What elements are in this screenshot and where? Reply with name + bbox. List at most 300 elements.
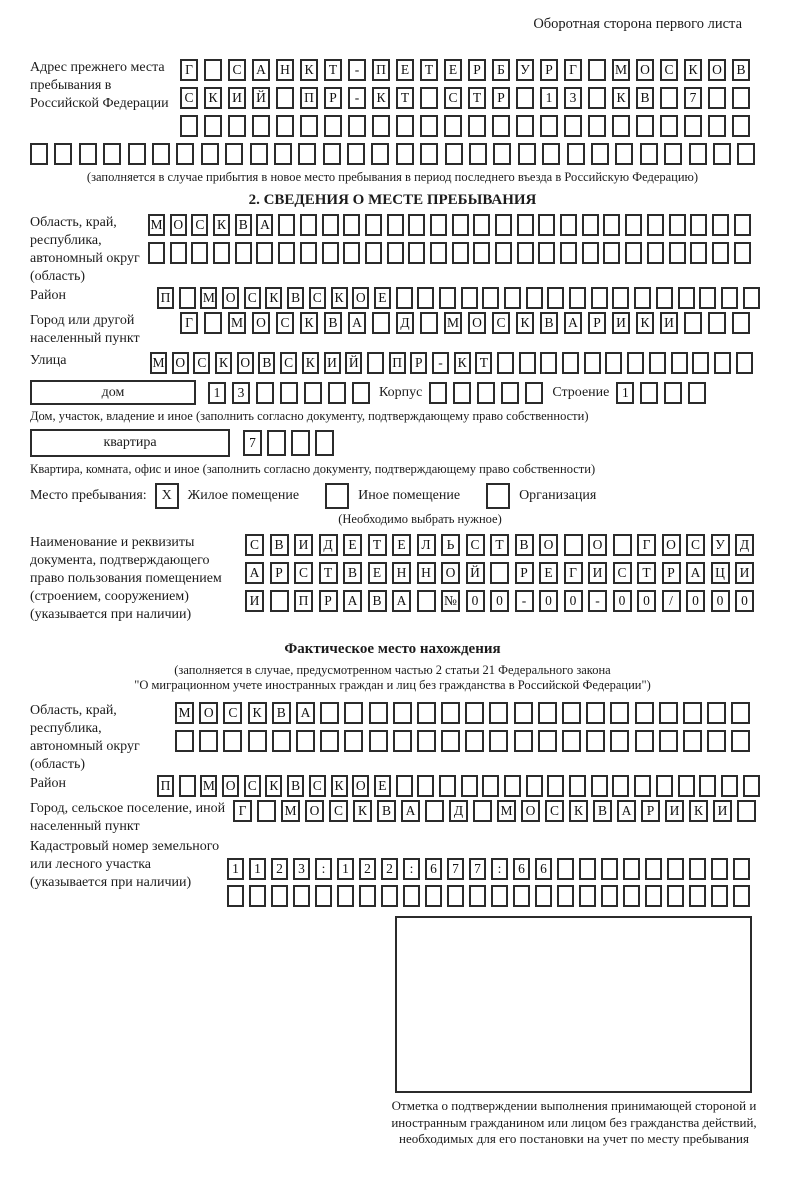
char-cell[interactable] [660, 115, 678, 137]
char-cell[interactable]: Н [417, 562, 436, 584]
char-cell[interactable] [562, 352, 579, 374]
char-cell[interactable]: Г [564, 59, 582, 81]
char-cell[interactable] [344, 730, 363, 752]
char-cell[interactable] [469, 885, 486, 907]
char-cell[interactable]: К [516, 312, 534, 334]
char-cell[interactable]: Д [449, 800, 468, 822]
char-cell[interactable] [408, 242, 425, 264]
char-cell[interactable]: Т [637, 562, 656, 584]
char-cell[interactable] [489, 702, 508, 724]
char-cell[interactable] [634, 775, 651, 797]
char-cell[interactable]: М [200, 775, 217, 797]
char-cell[interactable]: К [684, 59, 702, 81]
char-cell[interactable] [298, 143, 316, 165]
char-cell[interactable] [743, 287, 760, 309]
char-cell[interactable] [30, 143, 48, 165]
char-cell[interactable]: Е [374, 775, 391, 797]
char-cell[interactable]: О [305, 800, 324, 822]
char-cell[interactable] [737, 143, 755, 165]
char-cell[interactable]: 1 [337, 858, 354, 880]
char-cell[interactable]: Т [490, 534, 509, 556]
char-cell[interactable]: В [636, 87, 654, 109]
char-cell[interactable]: 3 [564, 87, 582, 109]
char-cell[interactable]: В [324, 312, 342, 334]
char-cell[interactable] [482, 775, 499, 797]
char-cell[interactable] [564, 534, 583, 556]
char-cell[interactable] [647, 242, 664, 264]
char-cell[interactable] [444, 115, 462, 137]
char-cell[interactable]: О [199, 702, 218, 724]
checkbox-other-premises[interactable] [325, 483, 349, 509]
char-cell[interactable]: 2 [359, 858, 376, 880]
char-cell[interactable] [429, 382, 447, 404]
char-cell[interactable] [248, 730, 267, 752]
char-cell[interactable] [645, 858, 662, 880]
char-cell[interactable] [473, 214, 490, 236]
char-cell[interactable]: Б [492, 59, 510, 81]
char-cell[interactable]: А [617, 800, 636, 822]
char-cell[interactable] [352, 382, 370, 404]
char-cell[interactable] [659, 730, 678, 752]
char-cell[interactable] [562, 702, 581, 724]
char-cell[interactable] [199, 730, 218, 752]
char-cell[interactable] [343, 242, 360, 264]
char-cell[interactable] [737, 800, 756, 822]
char-cell[interactable] [492, 115, 510, 137]
char-cell[interactable] [564, 115, 582, 137]
char-cell[interactable]: С [492, 312, 510, 334]
char-cell[interactable]: К [636, 312, 654, 334]
char-cell[interactable] [204, 115, 222, 137]
char-cell[interactable] [417, 775, 434, 797]
char-cell[interactable] [731, 702, 750, 724]
char-cell[interactable]: : [403, 858, 420, 880]
char-cell[interactable] [180, 115, 198, 137]
char-cell[interactable] [721, 775, 738, 797]
char-cell[interactable]: - [588, 590, 607, 612]
char-cell[interactable] [540, 115, 558, 137]
char-cell[interactable] [176, 143, 194, 165]
char-cell[interactable] [547, 287, 564, 309]
char-cell[interactable]: К [265, 287, 282, 309]
char-cell[interactable]: М [497, 800, 516, 822]
char-cell[interactable] [669, 214, 686, 236]
char-cell[interactable] [504, 775, 521, 797]
char-cell[interactable]: 1 [616, 382, 634, 404]
char-cell[interactable] [468, 115, 486, 137]
char-cell[interactable] [323, 143, 341, 165]
char-cell[interactable] [588, 87, 606, 109]
char-cell[interactable] [270, 590, 289, 612]
char-cell[interactable] [396, 287, 413, 309]
char-cell[interactable] [179, 287, 196, 309]
char-cell[interactable]: С [276, 312, 294, 334]
char-cell[interactable]: Р [319, 590, 338, 612]
char-cell[interactable]: 7 [469, 858, 486, 880]
char-cell[interactable]: О [588, 534, 607, 556]
char-cell[interactable]: К [204, 87, 222, 109]
char-cell[interactable] [601, 885, 618, 907]
char-cell[interactable] [490, 562, 509, 584]
char-cell[interactable] [582, 214, 599, 236]
char-cell[interactable] [348, 115, 366, 137]
char-cell[interactable] [584, 352, 601, 374]
char-cell[interactable] [152, 143, 170, 165]
char-cell[interactable]: О [636, 59, 654, 81]
char-cell[interactable] [678, 287, 695, 309]
char-cell[interactable] [365, 242, 382, 264]
char-cell[interactable] [516, 87, 534, 109]
char-cell[interactable]: С [223, 702, 242, 724]
char-cell[interactable]: - [515, 590, 534, 612]
char-cell[interactable] [495, 242, 512, 264]
char-cell[interactable]: Е [539, 562, 558, 584]
char-cell[interactable] [645, 885, 662, 907]
char-cell[interactable]: 7 [684, 87, 702, 109]
char-cell[interactable] [252, 115, 270, 137]
char-cell[interactable] [538, 730, 557, 752]
char-cell[interactable]: С [309, 775, 326, 797]
char-cell[interactable] [469, 143, 487, 165]
char-cell[interactable] [612, 775, 629, 797]
char-cell[interactable]: С [466, 534, 485, 556]
char-cell[interactable]: - [432, 352, 449, 374]
char-cell[interactable]: Т [475, 352, 492, 374]
char-cell[interactable] [347, 143, 365, 165]
char-cell[interactable] [699, 287, 716, 309]
char-cell[interactable] [278, 242, 295, 264]
char-cell[interactable]: Г [637, 534, 656, 556]
char-cell[interactable]: 2 [381, 858, 398, 880]
char-cell[interactable]: О [352, 287, 369, 309]
char-cell[interactable] [547, 775, 564, 797]
char-cell[interactable] [517, 242, 534, 264]
char-cell[interactable] [656, 287, 673, 309]
char-cell[interactable]: Р [410, 352, 427, 374]
char-cell[interactable]: 0 [539, 590, 558, 612]
char-cell[interactable] [689, 858, 706, 880]
char-cell[interactable]: Й [252, 87, 270, 109]
char-cell[interactable]: Т [420, 59, 438, 81]
char-cell[interactable]: И [588, 562, 607, 584]
char-cell[interactable] [175, 730, 194, 752]
char-cell[interactable] [605, 352, 622, 374]
char-cell[interactable] [579, 858, 596, 880]
char-cell[interactable] [439, 775, 456, 797]
char-cell[interactable] [514, 730, 533, 752]
char-cell[interactable]: И [612, 312, 630, 334]
char-cell[interactable] [560, 214, 577, 236]
char-cell[interactable] [588, 59, 606, 81]
char-cell[interactable]: И [324, 352, 341, 374]
char-cell[interactable] [396, 775, 413, 797]
char-cell[interactable] [591, 775, 608, 797]
char-cell[interactable] [420, 143, 438, 165]
char-cell[interactable] [344, 702, 363, 724]
char-cell[interactable] [635, 702, 654, 724]
char-cell[interactable]: В [732, 59, 750, 81]
char-cell[interactable] [300, 214, 317, 236]
char-cell[interactable] [711, 885, 728, 907]
char-cell[interactable]: 6 [425, 858, 442, 880]
char-cell[interactable] [473, 242, 490, 264]
char-cell[interactable] [272, 730, 291, 752]
char-cell[interactable]: С [244, 287, 261, 309]
char-cell[interactable] [271, 885, 288, 907]
char-cell[interactable]: 0 [564, 590, 583, 612]
char-cell[interactable] [276, 87, 294, 109]
char-cell[interactable]: И [713, 800, 732, 822]
char-cell[interactable] [743, 775, 760, 797]
char-cell[interactable] [495, 214, 512, 236]
char-cell[interactable] [731, 730, 750, 752]
char-cell[interactable] [640, 143, 658, 165]
char-cell[interactable]: К [302, 352, 319, 374]
char-cell[interactable] [591, 287, 608, 309]
char-cell[interactable] [627, 352, 644, 374]
char-cell[interactable]: : [315, 858, 332, 880]
char-cell[interactable]: О [352, 775, 369, 797]
char-cell[interactable] [315, 885, 332, 907]
char-cell[interactable] [664, 143, 682, 165]
char-cell[interactable]: П [157, 775, 174, 797]
char-cell[interactable] [359, 885, 376, 907]
char-cell[interactable]: Д [396, 312, 414, 334]
char-cell[interactable] [542, 143, 560, 165]
char-cell[interactable]: № [441, 590, 460, 612]
char-cell[interactable] [712, 242, 729, 264]
char-cell[interactable] [372, 115, 390, 137]
char-cell[interactable]: 0 [686, 590, 705, 612]
char-cell[interactable] [734, 242, 751, 264]
char-cell[interactable] [699, 775, 716, 797]
char-cell[interactable] [562, 730, 581, 752]
apartment-type-box[interactable]: квартира [30, 429, 230, 457]
char-cell[interactable]: О [539, 534, 558, 556]
char-cell[interactable] [707, 702, 726, 724]
char-cell[interactable]: Р [270, 562, 289, 584]
char-cell[interactable] [274, 143, 292, 165]
char-cell[interactable]: Й [466, 562, 485, 584]
char-cell[interactable]: - [348, 59, 366, 81]
char-cell[interactable] [579, 885, 596, 907]
char-cell[interactable]: О [468, 312, 486, 334]
char-cell[interactable]: В [270, 534, 289, 556]
char-cell[interactable]: 0 [490, 590, 509, 612]
char-cell[interactable]: А [252, 59, 270, 81]
char-cell[interactable]: Р [515, 562, 534, 584]
char-cell[interactable] [465, 730, 484, 752]
char-cell[interactable] [683, 702, 702, 724]
char-cell[interactable] [625, 214, 642, 236]
char-cell[interactable]: А [256, 214, 273, 236]
char-cell[interactable]: : [491, 858, 508, 880]
char-cell[interactable]: С [660, 59, 678, 81]
char-cell[interactable] [250, 143, 268, 165]
char-cell[interactable]: Е [392, 534, 411, 556]
char-cell[interactable]: О [252, 312, 270, 334]
char-cell[interactable] [300, 242, 317, 264]
char-cell[interactable] [636, 115, 654, 137]
char-cell[interactable] [501, 382, 519, 404]
char-cell[interactable]: А [343, 590, 362, 612]
char-cell[interactable] [526, 287, 543, 309]
char-cell[interactable] [707, 730, 726, 752]
char-cell[interactable]: К [213, 214, 230, 236]
char-cell[interactable]: Г [564, 562, 583, 584]
char-cell[interactable] [441, 730, 460, 752]
char-cell[interactable]: 6 [535, 858, 552, 880]
char-cell[interactable] [257, 800, 276, 822]
char-cell[interactable]: О [172, 352, 189, 374]
char-cell[interactable] [664, 382, 682, 404]
char-cell[interactable]: К [569, 800, 588, 822]
char-cell[interactable] [228, 115, 246, 137]
char-cell[interactable] [256, 242, 273, 264]
char-cell[interactable] [324, 115, 342, 137]
char-cell[interactable] [711, 858, 728, 880]
char-cell[interactable]: Е [396, 59, 414, 81]
char-cell[interactable] [586, 730, 605, 752]
char-cell[interactable] [396, 115, 414, 137]
char-cell[interactable]: 7 [447, 858, 464, 880]
char-cell[interactable] [447, 885, 464, 907]
char-cell[interactable] [293, 885, 310, 907]
char-cell[interactable] [396, 143, 414, 165]
char-cell[interactable] [603, 242, 620, 264]
char-cell[interactable] [477, 382, 495, 404]
char-cell[interactable] [519, 352, 536, 374]
char-cell[interactable] [690, 242, 707, 264]
char-cell[interactable] [420, 115, 438, 137]
char-cell[interactable]: 1 [249, 858, 266, 880]
char-cell[interactable]: В [235, 214, 252, 236]
char-cell[interactable]: М [200, 287, 217, 309]
char-cell[interactable] [79, 143, 97, 165]
char-cell[interactable] [689, 885, 706, 907]
char-cell[interactable] [381, 885, 398, 907]
char-cell[interactable]: И [228, 87, 246, 109]
char-cell[interactable] [204, 312, 222, 334]
char-cell[interactable] [225, 143, 243, 165]
char-cell[interactable]: И [294, 534, 313, 556]
char-cell[interactable] [689, 143, 707, 165]
char-cell[interactable] [148, 242, 165, 264]
char-cell[interactable]: Д [735, 534, 754, 556]
char-cell[interactable] [714, 352, 731, 374]
char-cell[interactable] [712, 214, 729, 236]
char-cell[interactable] [669, 242, 686, 264]
char-cell[interactable] [179, 775, 196, 797]
char-cell[interactable]: 3 [232, 382, 250, 404]
char-cell[interactable] [441, 702, 460, 724]
char-cell[interactable] [612, 287, 629, 309]
char-cell[interactable] [322, 214, 339, 236]
char-cell[interactable] [586, 702, 605, 724]
char-cell[interactable]: А [401, 800, 420, 822]
char-cell[interactable] [493, 143, 511, 165]
char-cell[interactable] [103, 143, 121, 165]
char-cell[interactable]: С [244, 775, 261, 797]
char-cell[interactable]: М [175, 702, 194, 724]
char-cell[interactable] [591, 143, 609, 165]
char-cell[interactable] [692, 352, 709, 374]
char-cell[interactable] [420, 87, 438, 109]
char-cell[interactable]: Р [540, 59, 558, 81]
checkbox-residential[interactable]: X [155, 483, 179, 509]
char-cell[interactable] [320, 730, 339, 752]
char-cell[interactable]: Р [662, 562, 681, 584]
char-cell[interactable]: О [708, 59, 726, 81]
char-cell[interactable] [256, 382, 274, 404]
char-cell[interactable]: С [686, 534, 705, 556]
char-cell[interactable]: 0 [735, 590, 754, 612]
char-cell[interactable]: О [237, 352, 254, 374]
char-cell[interactable] [393, 730, 412, 752]
char-cell[interactable]: Е [444, 59, 462, 81]
char-cell[interactable] [588, 115, 606, 137]
char-cell[interactable] [569, 287, 586, 309]
char-cell[interactable]: С [193, 352, 210, 374]
char-cell[interactable]: Ц [711, 562, 730, 584]
char-cell[interactable] [721, 287, 738, 309]
char-cell[interactable]: В [258, 352, 275, 374]
char-cell[interactable] [291, 430, 310, 456]
char-cell[interactable] [690, 214, 707, 236]
char-cell[interactable]: О [222, 287, 239, 309]
char-cell[interactable] [732, 115, 750, 137]
char-cell[interactable] [304, 382, 322, 404]
char-cell[interactable] [204, 59, 222, 81]
char-cell[interactable]: И [665, 800, 684, 822]
char-cell[interactable] [708, 87, 726, 109]
char-cell[interactable]: О [662, 534, 681, 556]
char-cell[interactable]: М [148, 214, 165, 236]
char-cell[interactable]: Р [641, 800, 660, 822]
char-cell[interactable] [582, 242, 599, 264]
char-cell[interactable] [640, 382, 658, 404]
char-cell[interactable] [518, 143, 536, 165]
char-cell[interactable]: В [287, 775, 304, 797]
char-cell[interactable] [278, 214, 295, 236]
char-cell[interactable]: Р [588, 312, 606, 334]
char-cell[interactable]: Т [324, 59, 342, 81]
char-cell[interactable]: 0 [637, 590, 656, 612]
char-cell[interactable]: Н [276, 59, 294, 81]
char-cell[interactable]: А [245, 562, 264, 584]
char-cell[interactable]: У [516, 59, 534, 81]
char-cell[interactable] [514, 702, 533, 724]
char-cell[interactable]: - [348, 87, 366, 109]
char-cell[interactable] [453, 382, 471, 404]
char-cell[interactable] [708, 115, 726, 137]
char-cell[interactable]: М [612, 59, 630, 81]
char-cell[interactable]: Т [319, 562, 338, 584]
char-cell[interactable]: С [180, 87, 198, 109]
char-cell[interactable] [659, 702, 678, 724]
char-cell[interactable] [403, 885, 420, 907]
char-cell[interactable] [420, 312, 438, 334]
char-cell[interactable] [516, 115, 534, 137]
char-cell[interactable] [365, 214, 382, 236]
char-cell[interactable] [569, 775, 586, 797]
char-cell[interactable] [170, 242, 187, 264]
char-cell[interactable]: Й [345, 352, 362, 374]
char-cell[interactable] [452, 214, 469, 236]
char-cell[interactable] [612, 115, 630, 137]
char-cell[interactable] [560, 242, 577, 264]
char-cell[interactable] [322, 242, 339, 264]
